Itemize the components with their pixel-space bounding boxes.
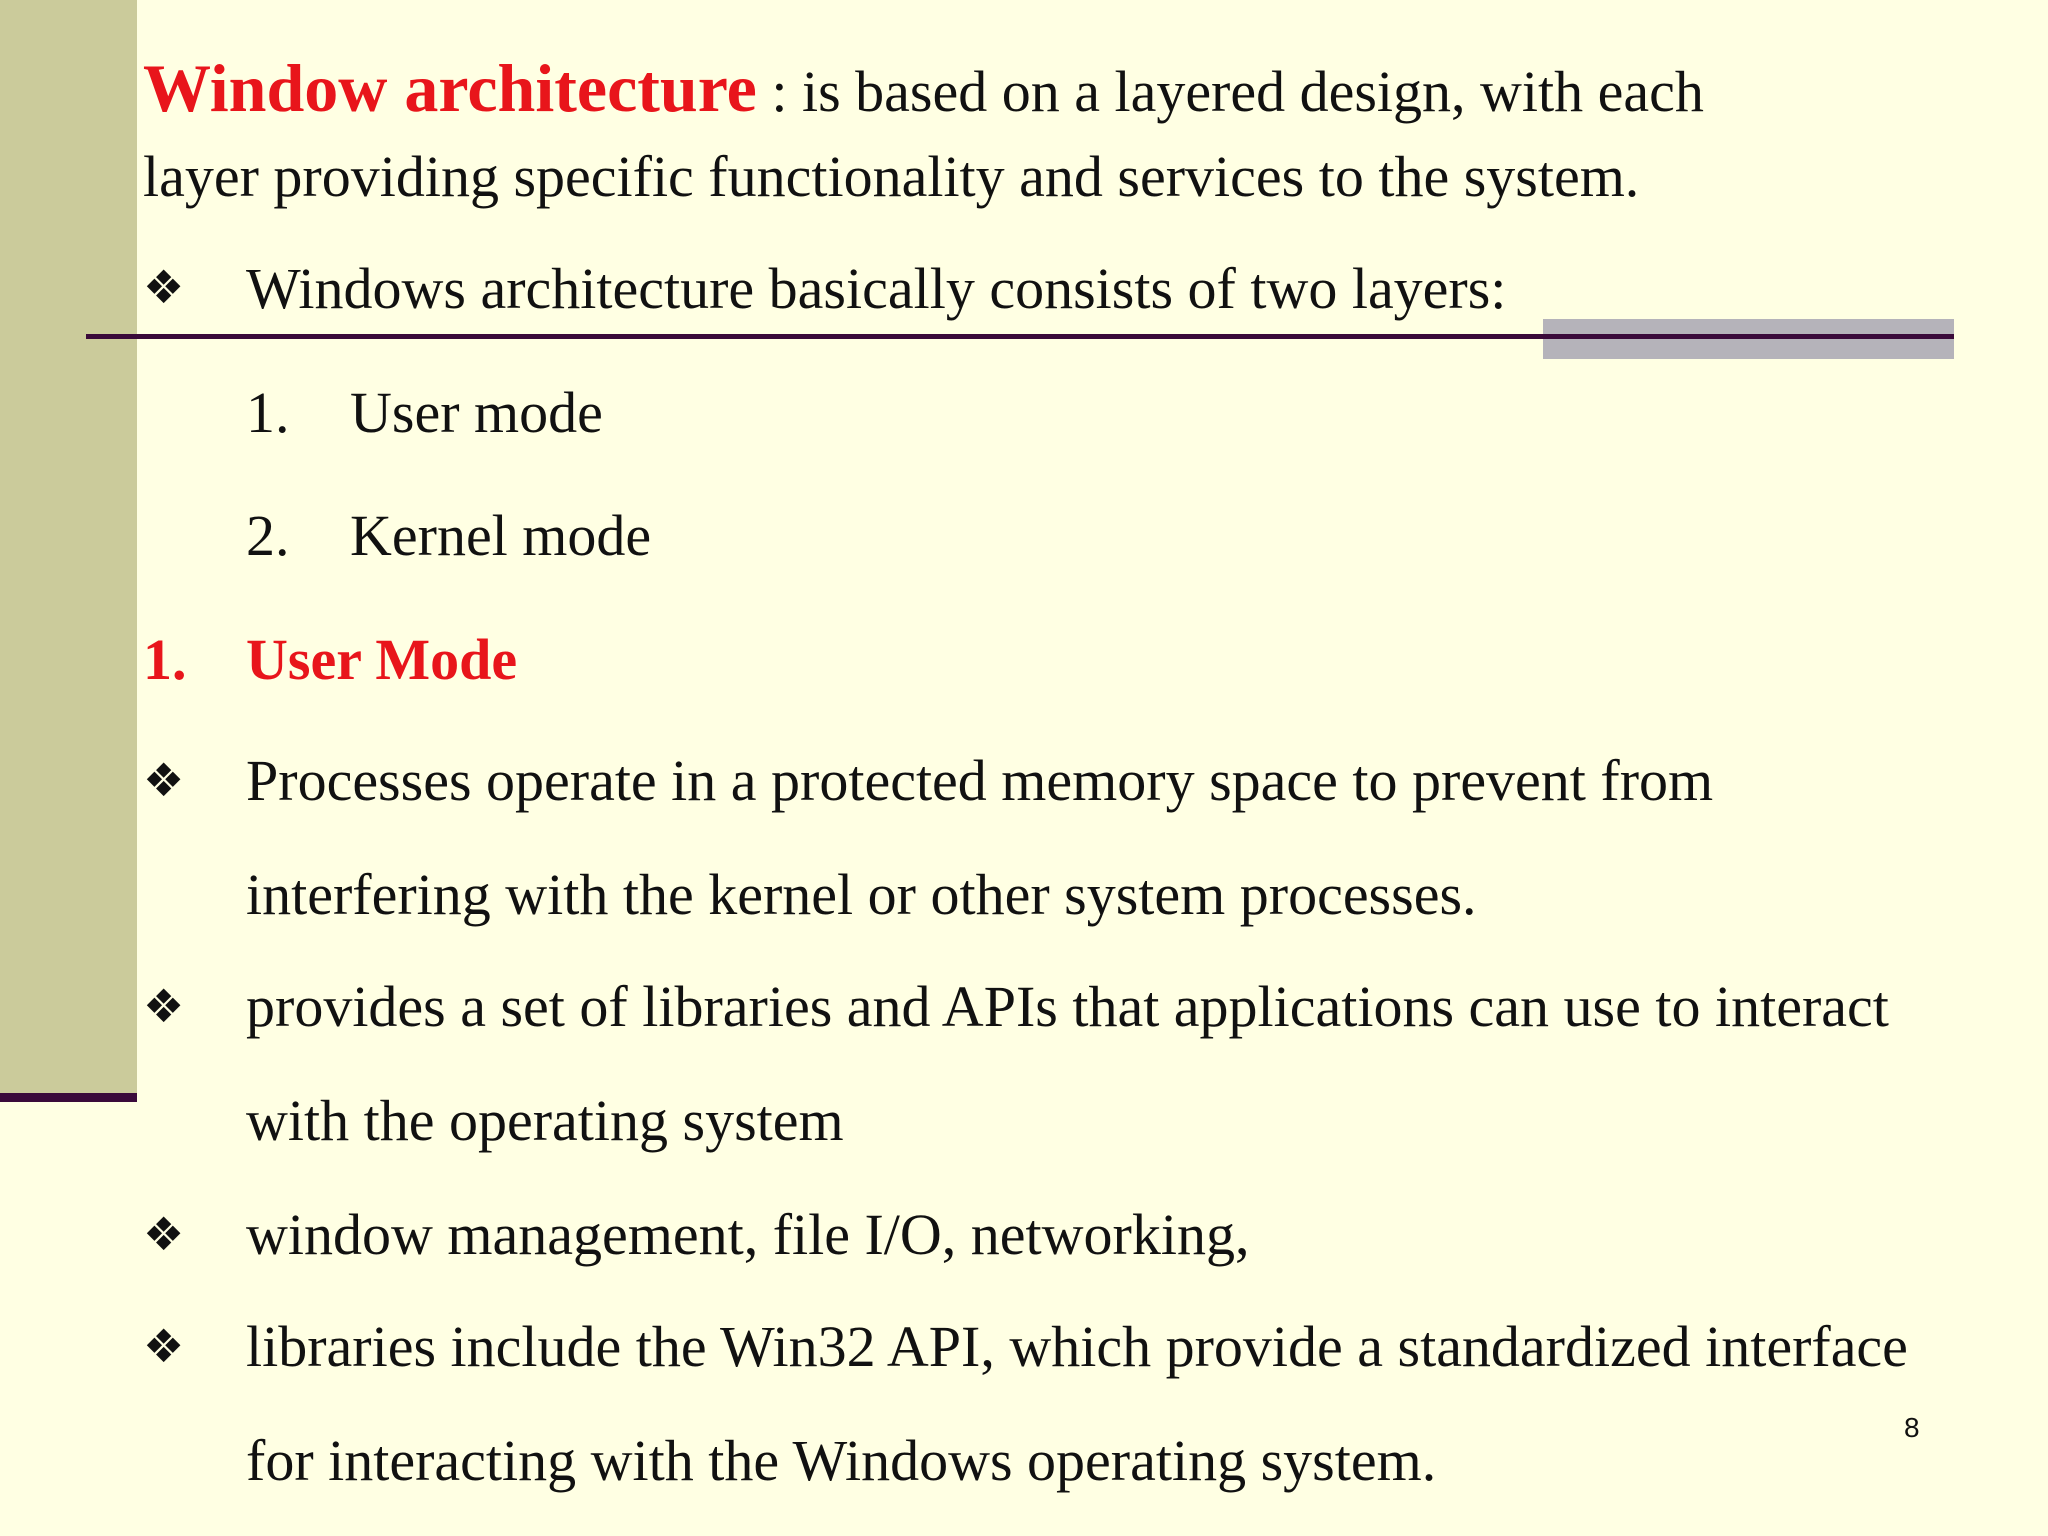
bullet-icon: ❖ xyxy=(143,979,185,1033)
bullet-icon: ❖ xyxy=(143,1207,185,1261)
layer-label: User mode xyxy=(350,380,603,445)
bullet-text-line: for interacting with the Windows operating system. xyxy=(246,1428,1437,1493)
layer-number: 1. xyxy=(246,380,290,445)
slide-title-term: Window architecture xyxy=(143,50,757,126)
bullet-icon: ❖ xyxy=(143,260,185,314)
intro-bullet-text: Windows architecture basically consists of two layers: xyxy=(246,256,1507,321)
slide-title-line-2: layer providing specific functionality and services to the system. xyxy=(143,144,1640,209)
section-heading: User Mode xyxy=(246,627,518,692)
bullet-icon: ❖ xyxy=(143,753,185,807)
bullet-text-line: window management, file I/O, networking, xyxy=(246,1202,1250,1267)
page-number: 8 xyxy=(1904,1412,1920,1443)
bullet-text-line: with the operating system xyxy=(246,1088,844,1153)
bullet-text-line: libraries include the Win32 API, which provide a standardized interface xyxy=(246,1314,1908,1379)
left-decorative-bar xyxy=(0,0,137,1093)
layer-label: Kernel mode xyxy=(350,503,652,568)
bullet-icon: ❖ xyxy=(143,1319,185,1373)
slide-title-line-1 xyxy=(143,50,1704,126)
gray-divider-block xyxy=(1543,319,1954,359)
bullet-text-line: interfering with the kernel or other system processes. xyxy=(246,862,1477,927)
bullet-text-line: Processes operate in a protected memory space to prevent from xyxy=(246,748,1714,813)
dark-divider-line xyxy=(86,334,1954,339)
section-number: 1. xyxy=(143,627,187,692)
layer-number: 2. xyxy=(246,503,290,568)
left-bar-underline xyxy=(0,1093,137,1102)
slide-title-description: : is based on a layered design, with each xyxy=(756,59,1704,124)
bullet-text-line: provides a set of libraries and APIs that applications can use to interact xyxy=(246,974,1889,1039)
